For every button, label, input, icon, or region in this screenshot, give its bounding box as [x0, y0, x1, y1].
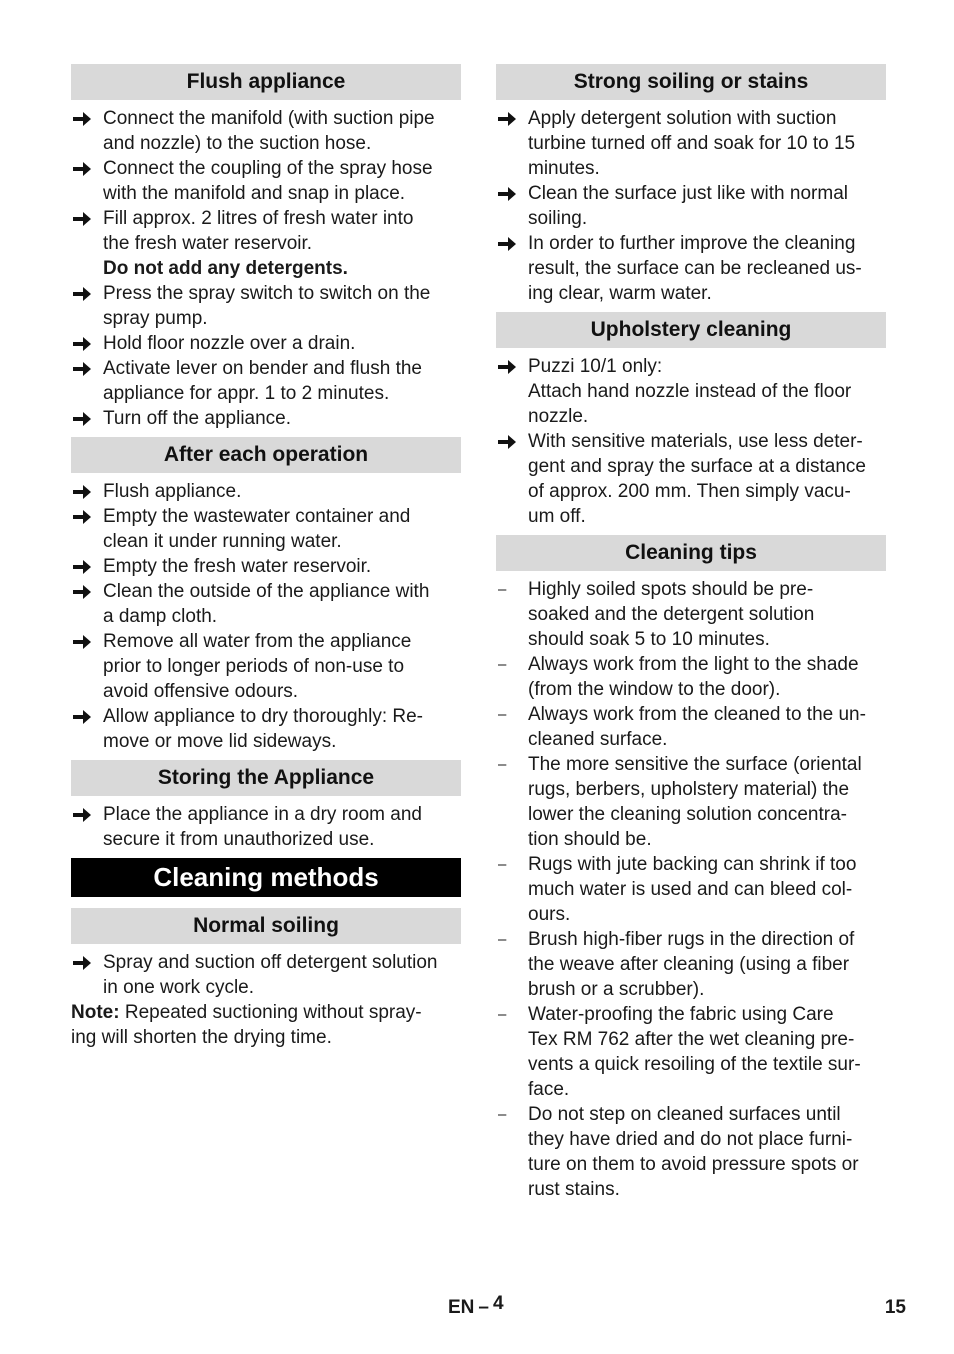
list-item-line: the weave after cleaning (using a fiber	[528, 954, 850, 975]
list-item-line: Highly soiled spots should be pre-	[528, 579, 814, 600]
list-item-line: Brush high-fiber rugs in the direction of	[528, 929, 855, 950]
list-item	[71, 356, 461, 406]
note-text-line2: ing will shorten the drying time.	[71, 1027, 332, 1048]
list-item	[496, 231, 886, 306]
list-item	[496, 1102, 886, 1202]
list-item-line: a damp cloth.	[103, 606, 218, 627]
left-column	[71, 64, 461, 1050]
footer-section-page: 4	[492, 1293, 504, 1314]
list-item	[71, 331, 461, 356]
dash-bullet: –	[498, 931, 507, 948]
list-item	[496, 429, 886, 529]
footer-section-marker	[448, 1293, 504, 1319]
list-item-line: with the manifold and snap in place.	[103, 183, 406, 204]
list-item-line: (from the window to the door).	[528, 679, 781, 700]
list-item-line: Empty the fresh water reservoir.	[103, 556, 372, 577]
list-item-line: brush or a scrubber).	[528, 979, 705, 1000]
list-item-line: ing clear, warm water.	[528, 283, 712, 304]
list-item	[496, 652, 886, 702]
footer-separator: –	[478, 1297, 489, 1318]
list-item-line: Always work from the cleaned to the un-	[528, 704, 866, 725]
list-item	[496, 852, 886, 927]
dash-bullet: –	[498, 1006, 507, 1023]
list-item-line: much water is used and can bleed col-	[528, 879, 853, 900]
section-heading-cleaning-tips: Cleaning tips	[496, 535, 886, 571]
list-item-line: the fresh water reservoir.	[103, 233, 313, 254]
list-item	[71, 106, 461, 156]
list-item-line: With sensitive materials, use less deter-	[528, 431, 863, 452]
list-item-line: cleaned surface.	[528, 729, 668, 750]
list-item-line: um off.	[528, 506, 586, 527]
arrow-right-icon	[498, 236, 516, 252]
list-item-line: avoid offensive odours.	[103, 681, 299, 702]
section-heading-storing: Storing the Appliance	[71, 760, 461, 796]
list-item-line: Empty the wastewater container and	[103, 506, 411, 527]
dash-bullet: –	[498, 581, 507, 598]
list-item-line: Puzzi 10/1 only:	[528, 356, 663, 377]
list-item-line: and nozzle) to the suction hose.	[103, 133, 372, 154]
arrow-right-icon	[73, 634, 91, 650]
list-item-line: Clean the outside of the appliance with	[103, 581, 430, 602]
list-item	[71, 950, 461, 1000]
list-item	[71, 554, 461, 579]
section-heading-normal-soiling: Normal soiling	[71, 908, 461, 944]
list-item-line: soaked and the detergent solution	[528, 604, 815, 625]
list-item-line: lower the cleaning solution concentra-	[528, 804, 847, 825]
list-item-line: minutes.	[528, 158, 600, 179]
list-item	[496, 752, 886, 852]
list-item-line: Connect the manifold (with suction pipe	[103, 108, 435, 129]
list-item-line: Activate lever on bender and flush the	[103, 358, 422, 379]
list-item-line: clean it under running water.	[103, 531, 342, 552]
list-item-line: spray pump.	[103, 308, 208, 329]
arrow-right-icon	[498, 186, 516, 202]
normal-soiling-list	[71, 950, 461, 1000]
dash-bullet: –	[498, 856, 507, 873]
list-item-line: Tex RM 762 after the wet cleaning pre-	[528, 1029, 855, 1050]
note-label: Note:	[71, 1002, 120, 1023]
footer-lang: EN	[448, 1297, 475, 1318]
note-paragraph	[71, 1000, 461, 1050]
arrow-right-icon	[73, 584, 91, 600]
arrow-right-icon	[73, 211, 91, 227]
arrow-right-icon	[73, 161, 91, 177]
dash-bullet: –	[498, 1106, 507, 1123]
chapter-heading-cleaning-methods: Cleaning methods	[71, 858, 461, 897]
storing-list	[71, 802, 461, 852]
arrow-right-icon	[73, 411, 91, 427]
warning-text: Do not add any detergents.	[103, 258, 348, 279]
list-item	[71, 504, 461, 554]
section-heading-after-operation: After each operation	[71, 437, 461, 473]
list-item-line: The more sensitive the surface (oriental	[528, 754, 862, 775]
list-item-line: Do not step on cleaned surfaces until	[528, 1104, 841, 1125]
list-item-line: move or move lid sideways.	[103, 731, 337, 752]
list-item-line: Allow appliance to dry thoroughly: Re-	[103, 706, 424, 727]
list-item	[496, 1002, 886, 1102]
list-item-line: Clean the surface just like with normal	[528, 183, 848, 204]
list-item	[71, 156, 461, 206]
list-item-line: they have dried and do not place furni-	[528, 1129, 853, 1150]
list-item	[496, 577, 886, 652]
list-item	[496, 927, 886, 1002]
list-item	[71, 629, 461, 704]
arrow-right-icon	[498, 359, 516, 375]
list-item	[496, 181, 886, 231]
arrow-right-icon	[73, 336, 91, 352]
arrow-right-icon	[73, 559, 91, 575]
list-item-line: In order to further improve the cleaning	[528, 233, 856, 254]
list-item-line: Place the appliance in a dry room and	[103, 804, 422, 825]
list-item-line: vents a quick resoiling of the textile sur-	[528, 1054, 861, 1075]
list-item-line: should soak 5 to 10 minutes.	[528, 629, 770, 650]
list-item-line: soiling.	[528, 208, 588, 229]
upholstery-list	[496, 354, 886, 529]
right-column	[496, 64, 886, 1208]
strong-soiling-list	[496, 106, 886, 306]
list-item-line: Turn off the appliance.	[103, 408, 292, 429]
list-item-line: Water-proofing the fabric using Care	[528, 1004, 834, 1025]
list-item-line: prior to longer periods of non-use to	[103, 656, 405, 677]
list-item	[71, 206, 461, 256]
list-item	[496, 106, 886, 181]
list-item-line: appliance for appr. 1 to 2 minutes.	[103, 383, 390, 404]
dash-bullet: –	[498, 656, 507, 673]
list-item-line: Flush appliance.	[103, 481, 242, 502]
flush-list	[71, 106, 461, 431]
list-item-line: Always work from the light to the shade	[528, 654, 859, 675]
list-item-line: Connect the coupling of the spray hose	[103, 158, 433, 179]
list-item-line: rust stains.	[528, 1179, 620, 1200]
arrow-right-icon	[73, 484, 91, 500]
list-item	[496, 702, 886, 752]
list-item	[71, 281, 461, 331]
arrow-right-icon	[498, 434, 516, 450]
list-item-line: Rugs with jute backing can shrink if too	[528, 854, 857, 875]
list-item	[71, 406, 461, 431]
list-item-line: ture on them to avoid pressure spots or	[528, 1154, 859, 1175]
dash-bullet: –	[498, 756, 507, 773]
list-item	[71, 802, 461, 852]
list-item-line: Attach hand nozzle instead of the floor	[528, 381, 852, 402]
list-item-line: in one work cycle.	[103, 977, 255, 998]
list-item	[71, 479, 461, 504]
arrow-right-icon	[73, 286, 91, 302]
arrow-right-icon	[73, 509, 91, 525]
section-heading-upholstery: Upholstery cleaning	[496, 312, 886, 348]
list-item-line: Hold floor nozzle over a drain.	[103, 333, 356, 354]
page-number: 15	[884, 1297, 906, 1318]
section-heading-flush: Flush appliance	[71, 64, 461, 100]
list-item-line: Apply detergent solution with suction	[528, 108, 837, 129]
arrow-right-icon	[73, 361, 91, 377]
list-item-line: tion should be.	[528, 829, 652, 850]
arrow-right-icon	[73, 709, 91, 725]
list-item-line: result, the surface can be recleaned us-	[528, 258, 862, 279]
list-item-line: Press the spray switch to switch on the	[103, 283, 431, 304]
note-text-line1: Repeated suctioning without spray-	[119, 1002, 422, 1023]
dash-bullet: –	[498, 706, 507, 723]
list-item-line: face.	[528, 1079, 570, 1100]
list-item	[496, 354, 886, 429]
list-item-line: Fill approx. 2 litres of fresh water into	[103, 208, 414, 229]
list-item	[71, 579, 461, 629]
list-item-line: ours.	[528, 904, 571, 925]
cleaning-tips-list	[496, 577, 886, 1202]
arrow-right-icon	[73, 111, 91, 127]
arrow-right-icon	[498, 111, 516, 127]
list-item-line: rugs, berbers, upholstery material) the	[528, 779, 850, 800]
list-item	[71, 704, 461, 754]
arrow-right-icon	[73, 807, 91, 823]
arrow-right-icon	[73, 955, 91, 971]
list-item-line: Spray and suction off detergent solution	[103, 952, 438, 973]
list-item-line: of approx. 200 mm. Then simply vacu-	[528, 481, 851, 502]
list-item-line: nozzle.	[528, 406, 589, 427]
list-item-line: turbine turned off and soak for 10 to 15	[528, 133, 856, 154]
list-item-line: Remove all water from the appliance	[103, 631, 412, 652]
list-item-line: secure it from unauthorized use.	[103, 829, 375, 850]
list-item-line: gent and spray the surface at a distance	[528, 456, 866, 477]
section-heading-strong-soiling: Strong soiling or stains	[496, 64, 886, 100]
after-operation-list	[71, 479, 461, 754]
